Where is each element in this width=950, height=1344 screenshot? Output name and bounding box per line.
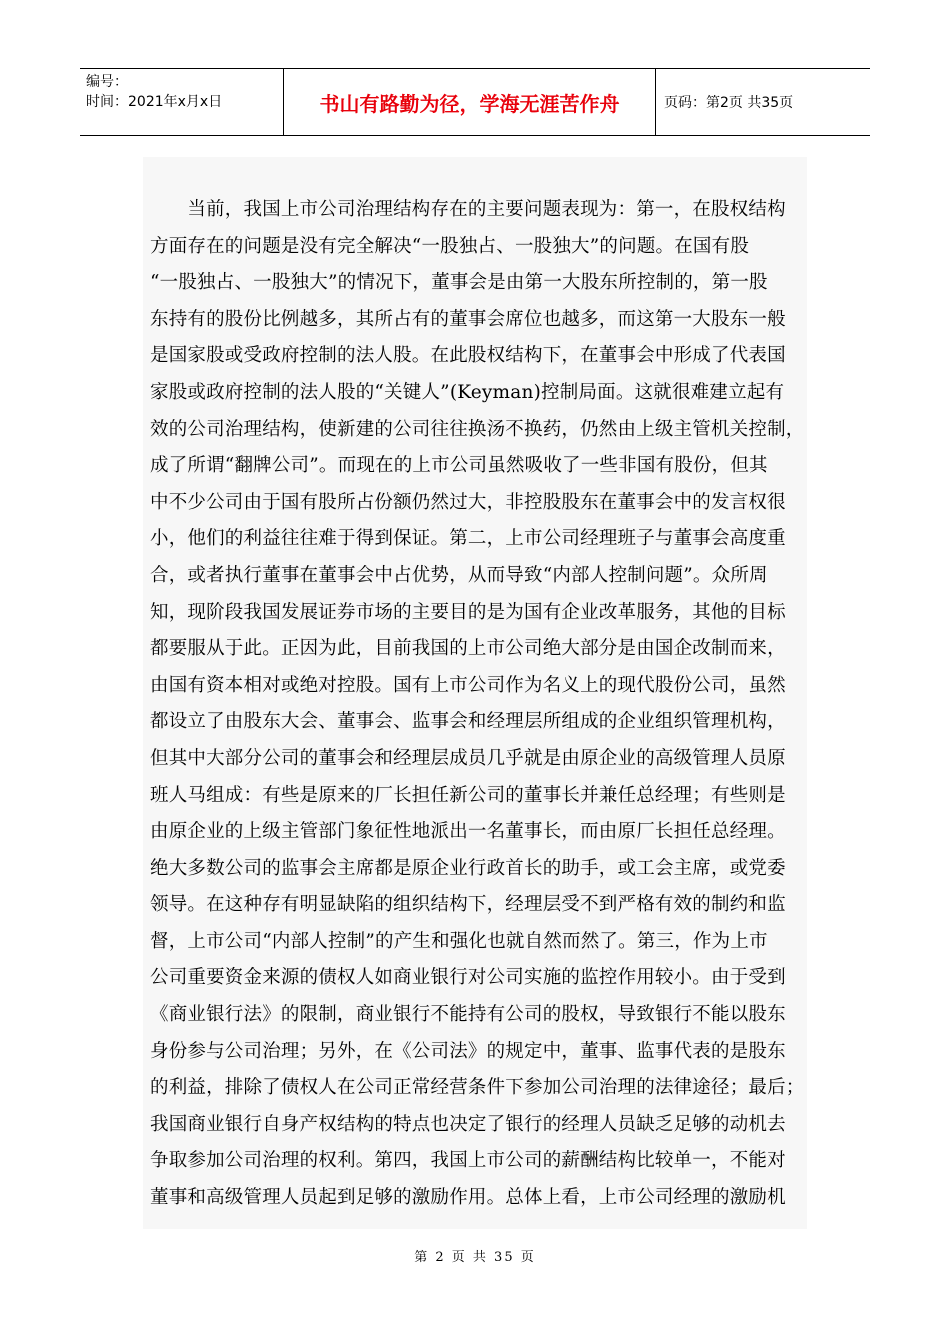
body-line: 公司重要资金来源的债权人如商业银行对公司实施的监控作用较小。由于受到 <box>150 967 786 989</box>
body-line: 效的公司治理结构，使新建的公司往往换汤不换药，仍然由上级主管机关控制， <box>150 418 805 440</box>
body-line: 由原企业的上级主管部门象征性地派出一名董事长，而由原厂长担任总经理。 <box>150 821 786 843</box>
number-label: 编号： <box>86 74 128 90</box>
body-line: 是国家股或受政府控制的法人股。在此股权结构下，在董事会中形成了代表国 <box>150 345 786 367</box>
body-line: 方面存在的问题是没有完全解决“一股独占、一股独大”的问题。在国有股 <box>150 235 750 257</box>
body-line: 董事和高级管理人员起到足够的激励作用。总体上看，上市公司经理的激励机 <box>150 1187 786 1209</box>
body-line: 都设立了由股东大会、董事会、监事会和经理层所组成的企业组织管理机构， <box>150 711 786 733</box>
body-line: 合，或者执行董事在董事会中占优势，从而导致“内部人控制问题”。众所周 <box>150 564 768 586</box>
header-page-info: 页码：第2页 共35页 <box>664 95 794 111</box>
body-line: 我国商业银行自身产权结构的特点也决定了银行的经理人员缺乏足够的动机去 <box>150 1113 786 1135</box>
body-line: 小，他们的利益往往难于得到保证。第二，上市公司经理班子与董事会高度重 <box>150 528 786 550</box>
page-footer: 第 2 页 共 35 页 <box>414 1250 536 1265</box>
body-line: “一股独占、一股独大”的情况下，董事会是由第一大股东所控制的，第一股 <box>150 272 768 294</box>
document-header <box>80 68 870 136</box>
body-line: 都要服从于此。正因为此，目前我国的上市公司绝大部分是由国企改制而来， <box>150 638 786 660</box>
header-meta <box>80 69 283 135</box>
body-line: 班人马组成：有些是原来的厂长担任新公司的董事长并兼任总经理；有些则是 <box>150 784 786 806</box>
body-line: 身份参与公司治理；另外，在《公司法》的规定中，董事、监事代表的是股东 <box>150 1040 786 1062</box>
header-motto: 书山有路勤为径，学海无涯苦作舟 <box>283 69 656 135</box>
body-line: 督，上市公司“内部人控制”的产生和强化也就自然而然了。第三，作为上市 <box>150 930 768 952</box>
body-line: 争取参加公司治理的权利。第四，我国上市公司的薪酬结构比较单一，不能对 <box>150 1150 786 1172</box>
body-line: 成了所谓“翻牌公司”。而现在的上市公司虽然吸收了一些非国有股份，但其 <box>150 455 768 477</box>
body-line: 知，现阶段我国发展证券市场的主要目的是为国有企业改革服务，其他的目标 <box>150 601 786 623</box>
body-line: 绝大多数公司的监事会主席都是原企业行政首长的助手，或工会主席，或党委 <box>150 857 786 879</box>
body-line: 家股或政府控制的法人股的“关键人”(Keyman)控制局面。这就很难建立起有 <box>150 381 785 403</box>
body-line: 当前，我国上市公司治理结构存在的主要问题表现为：第一，在股权结构 <box>150 199 786 220</box>
body-line: 的利益，排除了债权人在公司正常经营条件下参加公司治理的法律途径；最后； <box>150 1077 805 1099</box>
body-line: 但其中大部分公司的董事会和经理层成员几乎就是由原企业的高级管理人员原 <box>150 747 786 769</box>
body-line: 由国有资本相对或绝对控股。国有上市公司作为名义上的现代股份公司，虽然 <box>150 674 786 696</box>
time-label: 时间：2021年x月x日 <box>86 94 223 110</box>
body-line: 《商业银行法》的限制，商业银行不能持有公司的股权，导致银行不能以股东 <box>150 1004 786 1026</box>
body-line: 领导。在这种存有明显缺陷的组织结构下，经理层受不到严格有效的制约和监 <box>150 894 786 916</box>
body-line: 东持有的股份比例越多，其所占有的董事会席位也越多，而这第一大股东一般 <box>150 308 786 330</box>
body-paragraph <box>150 192 805 1217</box>
body-line: 中不少公司由于国有股所占份额仍然过大，非控股股东在董事会中的发言权很 <box>150 491 786 513</box>
